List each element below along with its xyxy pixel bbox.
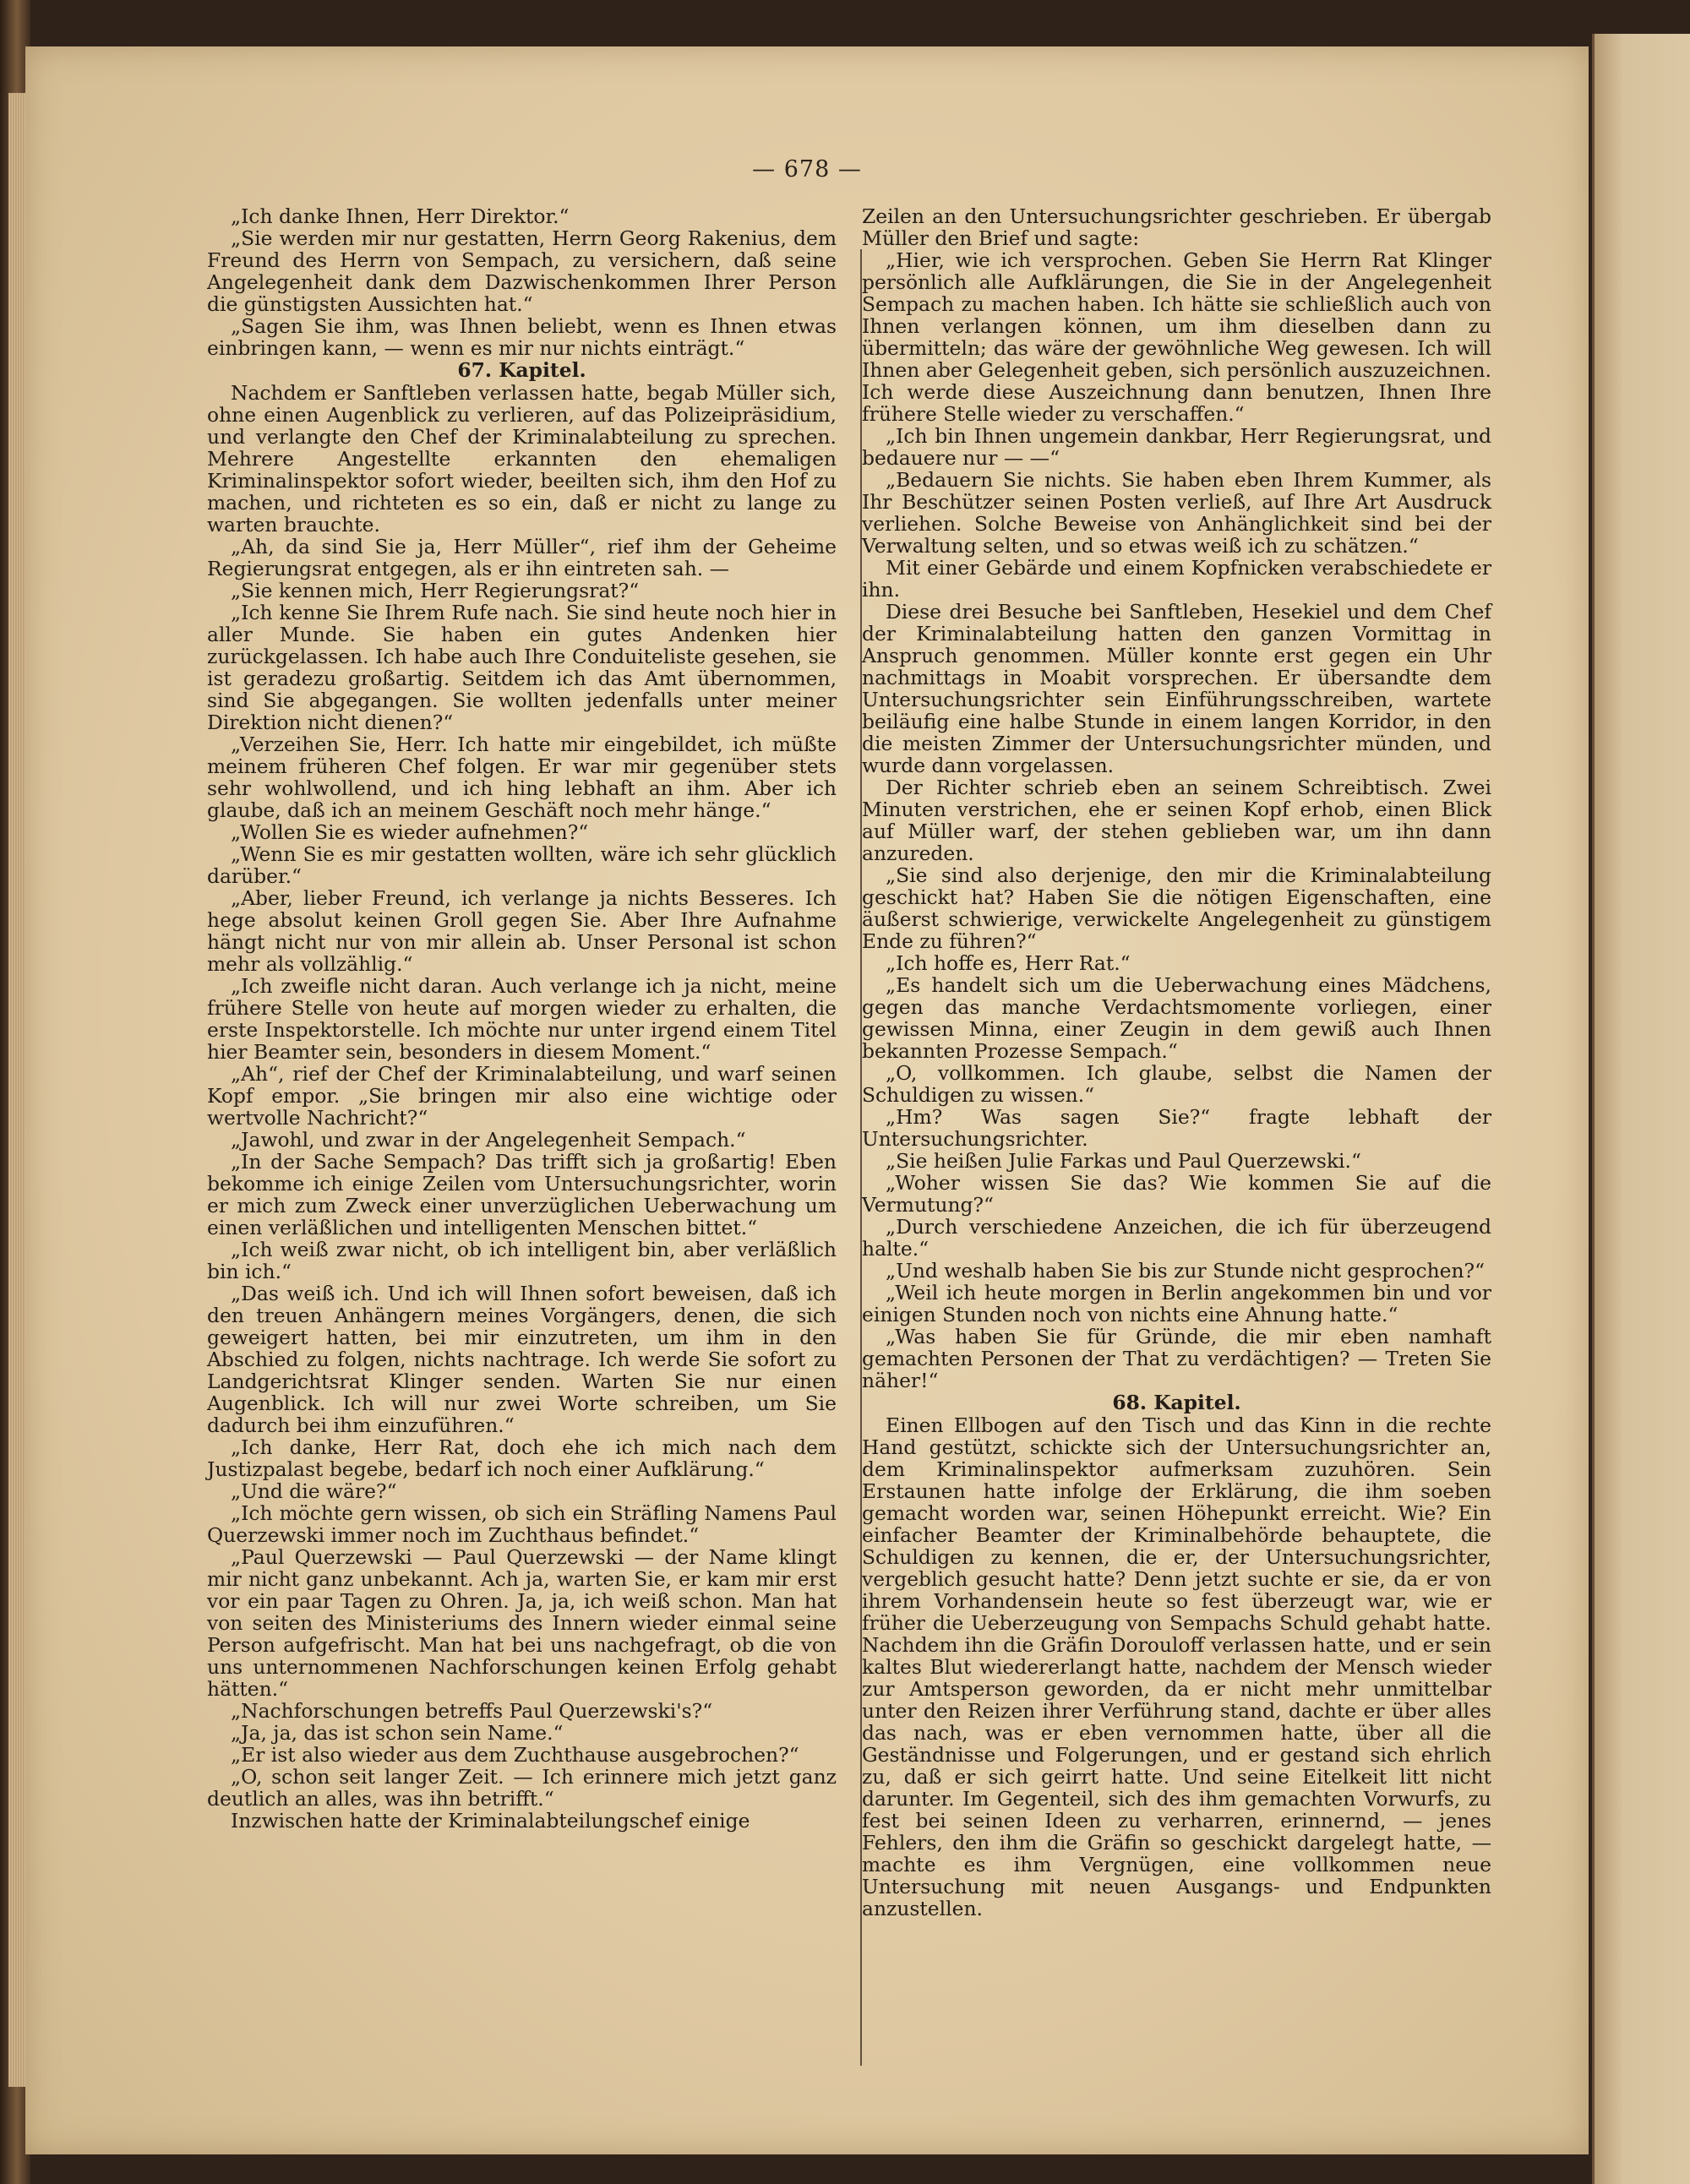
- page-number: — 678 —: [752, 156, 862, 182]
- paragraph: „Ah, da sind Sie ja, Herr Müller“, rief ihm der Geheime Regierungsrat entgegen, als er ihn eintreten sah. —: [207, 535, 837, 580]
- paragraph: „Ich kenne Sie Ihrem Rufe nach. Sie sind heute noch hier in aller Munde. Sie haben ein gutes Andenken hier zurückgelassen. Ich habe auch Ihre Conduiteliste gesehen, sie ist geradezu großartig. Seitdem ich das Amt übernommen, sind Sie abgegangen. Sie wollten jedenfalls unter meiner Direktion nicht dienen?“: [207, 601, 837, 734]
- paragraph: „Er ist also wieder aus dem Zuchthause ausgebrochen?“: [231, 1743, 799, 1767]
- paragraph: „Ich zweifle nicht daran. Auch verlange ich ja nicht, meine frühere Stelle von heute auf morgen wieder zu erhalten, die erste Inspektorstelle. Ich möchte nur unter irgend einem Titel hier Beamter sein, besonders in diesem Moment.“: [207, 974, 837, 1064]
- paragraph: Mit einer Gebärde und einem Kopfnicken verabschiedete er ihn.: [862, 556, 1491, 602]
- paragraph: „Sagen Sie ihm, was Ihnen beliebt, wenn es Ihnen etwas einbringen kann, — wenn es mir nur nichts einträgt.“: [207, 314, 837, 360]
- paragraph: „Ich möchte gern wissen, ob sich ein Sträfling Namens Paul Querzewski immer noch im Zuchthaus befindet.“: [207, 1501, 837, 1547]
- paragraph: „Und weshalb haben Sie bis zur Stunde nicht gesprochen?“: [886, 1259, 1486, 1283]
- paragraph: „Wollen Sie es wieder aufnehmen?“: [231, 820, 589, 844]
- paragraph: „Weil ich heute morgen in Berlin angekommen bin und vor einigen Stunden noch von nichts eine Ahnung hatte.“: [862, 1281, 1491, 1326]
- next-page-edge: [1592, 34, 1690, 2184]
- book-page: [25, 46, 1589, 2154]
- paragraph: „Ich danke, Herr Rat, doch ehe ich mich nach dem Justizpalast begebe, bedarf ich noch einer Aufklärung.“: [207, 1435, 837, 1481]
- chapter-heading-68: 68. Kapitel.: [1112, 1391, 1241, 1414]
- paragraph: Inzwischen hatte der Kriminalabteilungschef einige: [231, 1809, 750, 1833]
- paragraph: „Ich danke Ihnen, Herr Direktor.“: [231, 204, 570, 228]
- left-column: [207, 205, 837, 1832]
- paragraph: „Hm? Was sagen Sie?“ fragte lebhaft der Untersuchungsrichter.: [862, 1105, 1491, 1151]
- paragraph: „Sie heißen Julie Farkas und Paul Querzewski.“: [886, 1149, 1361, 1173]
- paragraph: „Sie kennen mich, Herr Regierungsrat?“: [231, 579, 640, 602]
- chapter-heading-67: 67. Kapitel.: [457, 358, 586, 382]
- paragraph: „Und die wäre?“: [231, 1479, 397, 1503]
- paragraph: „Ich hoffe es, Herr Rat.“: [886, 951, 1131, 975]
- paragraph: Nachdem er Sanftleben verlassen hatte, begab Müller sich, ohne einen Augenblick zu verlieren, auf das Polizeipräsidium, und verlangte den Chef der Kriminalabteilung zu sprechen. Mehrere Angestellte erkannten den ehemaligen Kriminalinspektor sofort wieder, beeilten sich, ihm den Hof zu machen, und richteten es so ein, daß er nicht zu lange zu warten brauchte.: [207, 381, 837, 536]
- paragraph: „Nachforschungen betreffs Paul Querzewski's?“: [231, 1699, 713, 1723]
- paragraph: Diese drei Besuche bei Sanftleben, Hesekiel und dem Chef der Kriminalabteilung hatten den ganzen Vormittag in Anspruch genommen. Müller konnte erst gegen ein Uhr nachmittags in Moabit vorsprechen. Er übersandte dem Untersuchungsrichter sein Einführungsschreiben, wartete beiläufig eine halbe Stunde in einem langen Korridor, in den die meisten Zimmer der Untersuchungsrichter münden, und wurde dann vorgelassen.: [862, 600, 1491, 777]
- paragraph: Einen Ellbogen auf den Tisch und das Kinn in die rechte Hand gestützt, schickte sich der Untersuchungsrichter an, dem Kriminalinspektor aufmerksam zuzuhören. Sein Erstaunen hatte infolge der Erklärung, die ihm soeben gemacht worden war, seinen Höhepunkt erreicht. Wie? Ein einfacher Beamter der Kriminalbehörde behauptete, die Schuldigen zu kennen, die er, der Untersuchungsrichter, vergeblich gesucht hatte? Denn jetzt suchte er sie, da er von ihrem Vorhandensein heute so fest überzeugt war, wie er früher die Ueberzeugung von Sempachs Schuld gehabt hatte. Nachdem ihn die Gräfin Dorouloff verlassen hatte, und er sein kaltes Blut wiedererlangt hatte, nachdem der Mensch wieder zur Amtsperson geworden, da er nicht mehr unmittelbar unter den Reizen ihrer Verführung stand, dachte er über alles das nach, was er eben vernommen hatte, über all die Geständnisse und Folgerungen, und er gestand sich ehrlich zu, daß er sich geirrt hatte. Und seine Eitelkeit litt nicht darunter. Im Gegenteil, sich des ihm gemachten Vorwurfs, zu fest bei seinen Ideen zu verharren, erinnernd, — jenes Fehlers, den ihm die Gräfin so geschickt dargelegt hatte, — machte es ihm Vergnügen, eine vollkommen neue Untersuchung mit neuen Ausgangs- und Endpunkten anzustellen.: [862, 1413, 1491, 1920]
- paragraph: „O, vollkommen. Ich glaube, selbst die Namen der Schuldigen zu wissen.“: [862, 1061, 1491, 1107]
- paragraph: „Woher wissen Sie das? Wie kommen Sie auf die Vermutung?“: [862, 1171, 1491, 1217]
- paragraph: „Ich bin Ihnen ungemein dankbar, Herr Regierungsrat, und bedauere nur — —“: [862, 424, 1491, 470]
- paragraph: „Aber, lieber Freund, ich verlange ja nichts Besseres. Ich hege absolut keinen Groll gegen Sie. Aber Ihre Aufnahme hängt nicht nur von mir allein ab. Unser Personal ist schon mehr als vollzählig.“: [207, 886, 837, 976]
- paragraph: „Wenn Sie es mir gestatten wollten, wäre ich sehr glücklich darüber.“: [207, 842, 837, 888]
- paragraph: „Paul Querzewski — Paul Querzewski — der Name klingt mir nicht ganz unbekannt. Ach ja, warten Sie, er kam mir erst vor ein paar Tagen zu Ohren. Ja, ja, ich weiß schon. Man hat von seiten des Ministeriums des Innern wieder einmal seine Person aufgefrischt. Man hat bei uns nachgefragt, ob die von uns unternommenen Nachforschungen keinen Erfolg gehabt hätten.“: [207, 1545, 837, 1701]
- paragraph: „Hier, wie ich versprochen. Geben Sie Herrn Rat Klinger persönlich alle Aufklärungen, die Sie in der Angelegenheit Sempach zu machen haben. Ich hätte sie schließlich auch von Ihnen verlangen können, um ihm dieselben dann zu übermitteln; das wäre der gewöhnliche Weg gewesen. Ich will Ihnen aber Gelegenheit geben, sich persönlich auszuzeichnen. Ich werde diese Auszeichnung dann benutzen, Ihnen Ihre frühere Stelle wieder zu verschaffen.“: [862, 248, 1491, 426]
- paragraph: Der Richter schrieb eben an seinem Schreibtisch. Zwei Minuten verstrichen, ehe er seinen Kopf erhob, einen Blick auf Müller warf, der stehen geblieben war, um ihn dann anzureden.: [862, 776, 1491, 865]
- paragraph: „In der Sache Sempach? Das trifft sich ja großartig! Eben bekomme ich einige Zeilen vom Untersuchungsrichter, worin er mich zum Zweck einer unverzüglichen Ueberwachung um einen verläßlichen und intelligenten Menschen bittet.“: [207, 1150, 837, 1239]
- paragraph: „Jawohl, und zwar in der Angelegenheit Sempach.“: [231, 1128, 746, 1152]
- paragraph: „Verzeihen Sie, Herr. Ich hatte mir eingebildet, ich müßte meinem früheren Chef folgen. Er war mir gegenüber stets sehr wohlwollend, und ich hing lebhaft an ihm. Aber ich glaube, daß ich an meinem Geschäft noch mehr hänge.“: [207, 733, 837, 822]
- paragraph: „Sie sind also derjenige, den mir die Kriminalabteilung geschickt hat? Haben Sie die nötigen Eigenschaften, eine äußerst schwierige, verwickelte Angelegenheit zu günstigem Ende zu führen?“: [862, 863, 1491, 953]
- paragraph: „Was haben Sie für Gründe, die mir eben namhaft gemachten Personen der That zu verdächtigen? — Treten Sie näher!“: [862, 1325, 1491, 1392]
- paragraph: „Ja, ja, das ist schon sein Name.“: [231, 1721, 564, 1745]
- paragraph: „Es handelt sich um die Ueberwachung eines Mädchens, gegen das manche Verdachtsmomente vorliegen, einer gewissen Minna, einer Zeugin in dem gewiß auch Ihnen bekannten Prozesse Sempach.“: [862, 973, 1491, 1063]
- paragraph: „Das weiß ich. Und ich will Ihnen sofort beweisen, daß ich den treuen Anhängern meines Vorgängers, denen, die sich geweigert hatten, bei mir einzutreten, um ihm in den Abschied zu folgen, nichts nachtrage. Ich werde Sie sofort zu Landgerichtsrat Klinger senden. Warten Sie nur einen Augenblick. Ich will nur zwei Worte schreiben, um Sie dadurch bei ihm einzuführen.“: [207, 1282, 837, 1437]
- paragraph: „Bedauern Sie nichts. Sie haben eben Ihrem Kummer, als Ihr Beschützer seinen Posten verließ, auf Ihre Art Ausdruck verliehen. Solche Beweise von Anhänglichkeit sind bei der Verwaltung selten, und so etwas weiß ich zu schätzen.“: [862, 468, 1491, 558]
- paragraph: „O, schon seit langer Zeit. — Ich erinnere mich jetzt ganz deutlich an alles, was ihn betrifft.“: [207, 1765, 837, 1811]
- paragraph: Zeilen an den Untersuchungsrichter geschrieben. Er übergab Müller den Brief und sagte:: [862, 204, 1491, 250]
- paragraph: „Durch verschiedene Anzeichen, die ich für überzeugend halte.“: [862, 1215, 1491, 1261]
- paragraph: „Ah“, rief der Chef der Kriminalabteilung, und warf seinen Kopf empor. „Sie bringen mir also eine wichtige oder wertvolle Nachricht?“: [207, 1062, 837, 1130]
- paragraph: „Ich weiß zwar nicht, ob ich intelligent bin, aber verläßlich bin ich.“: [207, 1238, 837, 1283]
- right-column: [862, 205, 1491, 1920]
- paragraph: „Sie werden mir nur gestatten, Herrn Georg Rakenius, dem Freund des Herrn von Sempach, zu versichern, daß seine Angelegenheit dank dem Dazwischenkommen Ihrer Person die günstigsten Aussichten hat.“: [207, 226, 837, 316]
